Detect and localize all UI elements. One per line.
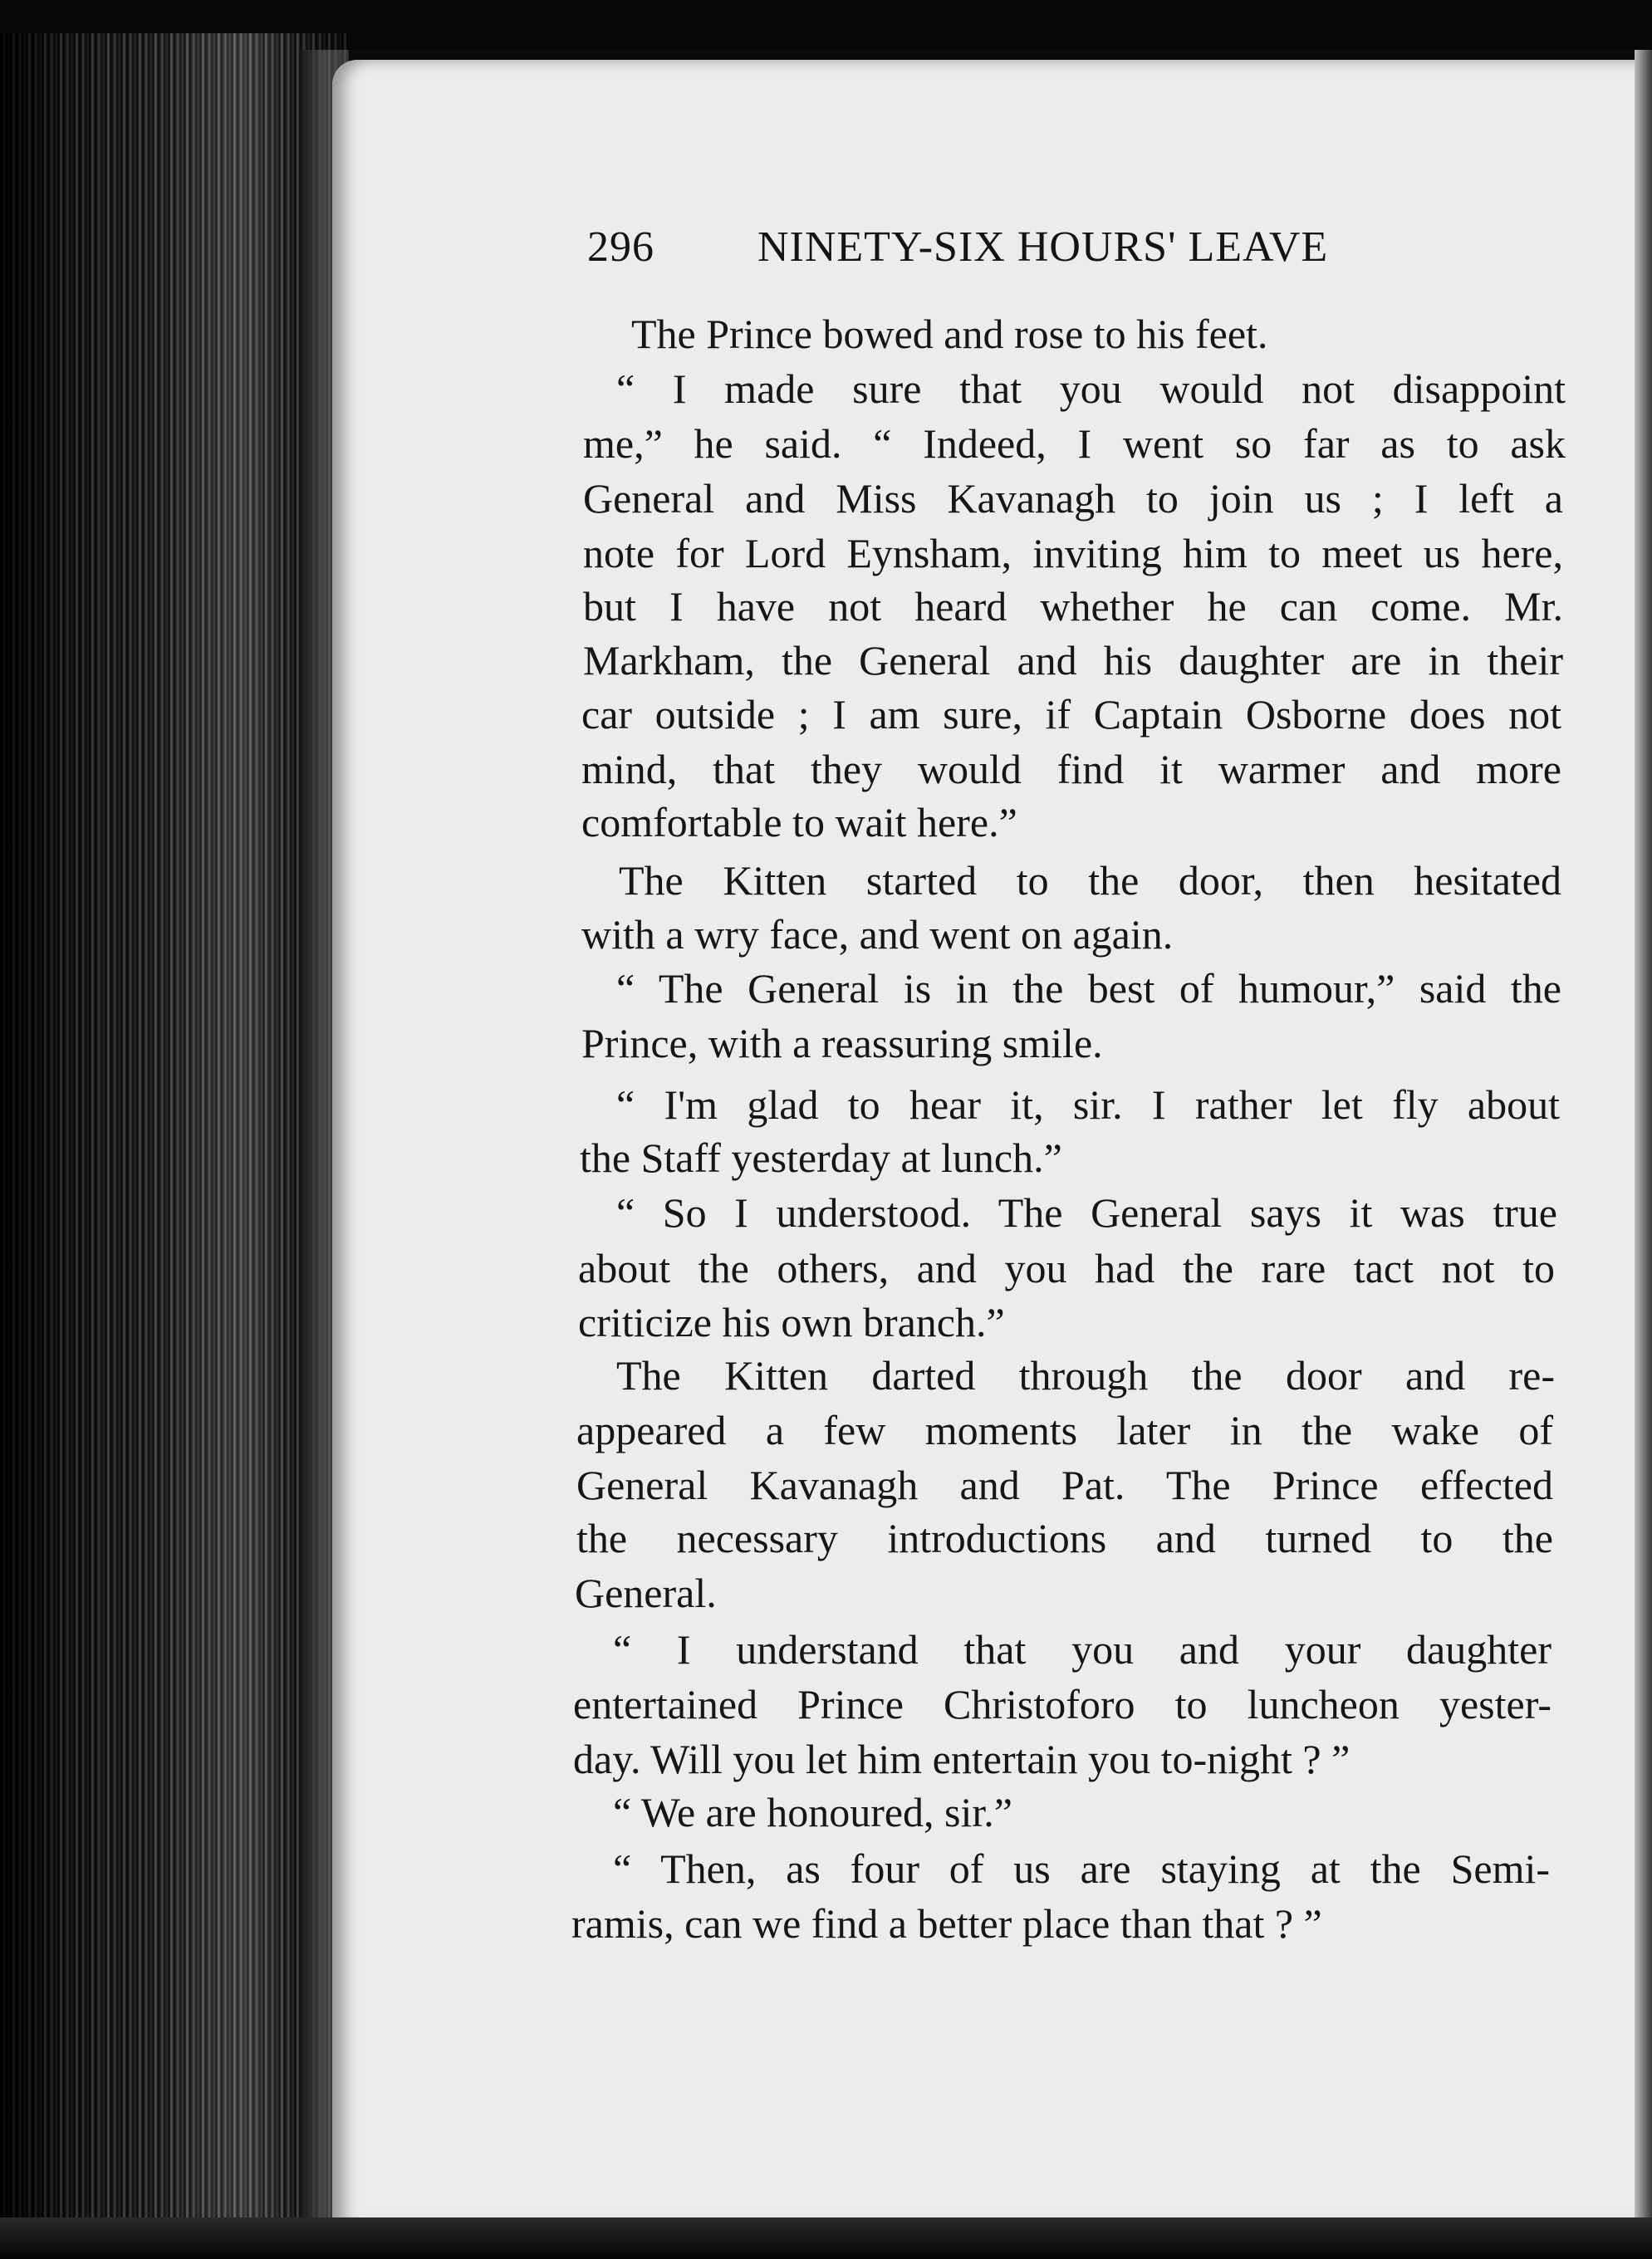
text-line: General Kavanagh and Pat. The Prince effected xyxy=(576,1462,1553,1508)
text-line: “ I made sure that you would not disappoint xyxy=(616,365,1566,412)
text-line: “ I understand that you and your daughter xyxy=(613,1626,1552,1673)
text-line: “ The General is in the best of humour,” said the xyxy=(616,965,1561,1012)
right-scan-border xyxy=(1635,50,1652,2226)
text-line: the necessary introductions and turned to the xyxy=(576,1515,1553,1561)
page-number: 296 xyxy=(587,223,654,271)
text-line: mind, that they would find it warmer and more xyxy=(581,746,1561,792)
text-line: General. xyxy=(575,1570,717,1616)
text-line: Prince, with a reassuring smile. xyxy=(581,1020,1103,1066)
text-line: entertained Prince Christoforo to luncheon yester- xyxy=(573,1681,1552,1727)
text-line: me,” he said. “ Indeed, I went so far as to ask xyxy=(583,420,1566,467)
text-line: criticize his own branch.” xyxy=(578,1299,1005,1345)
running-head-title: NINETY-SIX HOURS' LEAVE xyxy=(757,223,1329,271)
text-line: “ We are honoured, sir.” xyxy=(613,1789,1012,1835)
text-line: “ So I understood. The General says it was true xyxy=(616,1189,1557,1236)
text-line: but I have not heard whether he can come. Mr. xyxy=(583,583,1563,630)
text-line: note for Lord Eynsham, inviting him to meet us here, xyxy=(583,530,1563,576)
text-line: about the others, and you had the rare tact not to xyxy=(578,1245,1555,1291)
text-line: the Staff yesterday at lunch.” xyxy=(580,1134,1062,1181)
text-line: The Kitten started to the door, then hesitated xyxy=(619,857,1561,904)
text-line: “ I'm glad to hear it, sir. I rather let fly about xyxy=(616,1081,1560,1128)
text-line: appeared a few moments later in the wake of xyxy=(576,1407,1553,1453)
book-page-edges xyxy=(0,33,349,2234)
text-line: General and Miss Kavanagh to join us ; I left a xyxy=(583,475,1563,522)
bottom-scan-border xyxy=(0,2217,1652,2259)
text-line: day. Will you let him entertain you to-night ? ” xyxy=(573,1736,1351,1782)
text-line: Markham, the General and his daughter are in their xyxy=(583,637,1563,684)
text-line: The Kitten darted through the door and re- xyxy=(616,1352,1555,1399)
text-line: comfortable to wait here.” xyxy=(581,799,1017,845)
text-line: “ Then, as four of us are staying at the Semi- xyxy=(613,1845,1550,1892)
running-head xyxy=(587,223,1418,281)
text-line: ramis, can we find a better place than that ? ” xyxy=(571,1900,1322,1947)
text-line: The Prince bowed and rose to his feet. xyxy=(631,311,1268,357)
text-line: with a wry face, and went on again. xyxy=(581,911,1174,958)
text-line: car outside ; I am sure, if Captain Osborne does not xyxy=(581,691,1561,737)
